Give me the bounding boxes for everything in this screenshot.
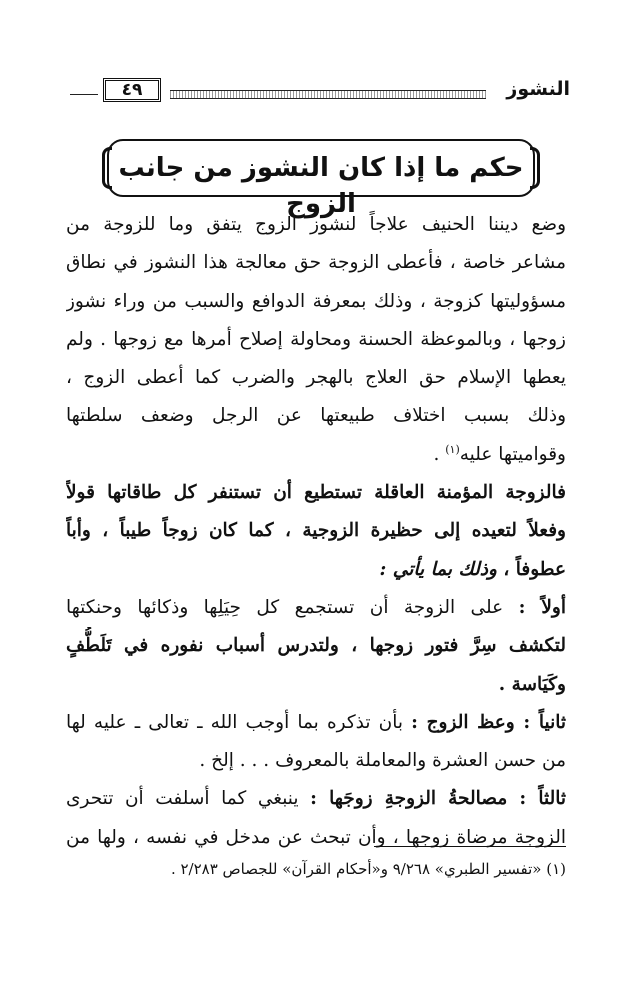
body-line: من حسن العشرة والمعاملة بالمعروف . . . إلخ . — [199, 750, 566, 772]
body-line: وذلك بسبب اختلاف طبيعتها عن الرجل وضعف سلطتها — [66, 405, 566, 427]
list-item-1 — [66, 589, 566, 627]
body-line — [66, 551, 566, 589]
body-text-span: . — [433, 443, 446, 465]
header-rule — [170, 90, 486, 99]
body-line-bold: فالزوجة المؤمنة العاقلة تستطيع أن تستنفر كل طاقاتها قولاً — [66, 482, 566, 504]
footnote-separator — [374, 846, 566, 847]
body-text-span: وقواميتها عليه — [459, 443, 566, 465]
page-number: ٤٩ — [103, 78, 161, 102]
section-title-frame — [107, 139, 535, 219]
body-text-italic: وذلك بما يأتي : — [379, 558, 504, 580]
body-line-bold: لتكشف سِرَّ فتور زوجها ، ولتدرس أسباب نفوره في تَلَطُّفٍ — [66, 635, 566, 657]
body-text-span: ينبغي كما أسلفت أن تتحرى — [66, 788, 311, 810]
list-item-label: ثانياً : وعظ الزوج : — [411, 711, 566, 733]
body-line: يعطها الإسلام حق العلاج بالهجر والضرب كما أعطى الزوج ، — [66, 367, 566, 389]
footnote-reference: (١) — [445, 442, 460, 456]
running-header — [70, 78, 570, 110]
body-line: الزوجة مرضاة زوجها ، وأن تبحث عن مدخل في نفسه ، ولها من — [66, 826, 566, 848]
section-title: حكم ما إذا كان النشوز من جانب الزوج — [118, 153, 524, 219]
list-item-label: ثالثاً : مصالحةُ الزوجةِ زوجَها : — [310, 788, 566, 810]
list-item-3 — [66, 780, 566, 818]
body-line: زوجها ، وبالموعظة الحسنة ومحاولة إصلاح أمرها مع زوجها . ولم — [66, 328, 566, 350]
body-line: مسؤوليتها كزوجة ، وذلك بمعرفة الدوافع والسبب من وراء نشوز — [66, 290, 566, 312]
chapter-title: النشوز — [506, 78, 570, 100]
header-rule-left — [70, 94, 98, 95]
body-line-bold: وكَيَاسة . — [498, 673, 566, 695]
footnote: (١) «تفسير الطبري» ٩/٢٦٨ و«أحكام القرآن» للجصاص ٢/٢٨٣ . — [170, 860, 566, 878]
body-line-bold: وفعلاً لتعيده إلى حظيرة الزوجية ، كما كان زوجاً طيباً ، وأباً — [66, 520, 566, 542]
body-text — [66, 206, 566, 857]
body-line: مشاعر خاصة ، فأعطى الزوجة حق معالجة هذا النشوز في نطاق — [66, 252, 566, 274]
list-item-2 — [66, 704, 566, 742]
body-line: وضع ديننا الحنيف علاجاً لنشوز الزوج يتفق وما للزوجة من — [66, 214, 566, 235]
body-text-span: على الزوجة أن تستجمع كل حِيَلِها وذكائها وحنكتها — [66, 596, 519, 618]
body-text-span: عطوفاً ، — [503, 558, 566, 580]
list-item-label: أولاً : — [518, 596, 566, 618]
body-text-span: بأن تذكره بما أوجب الله ـ تعالى ـ عليه لها — [66, 711, 412, 733]
body-line — [66, 436, 566, 474]
